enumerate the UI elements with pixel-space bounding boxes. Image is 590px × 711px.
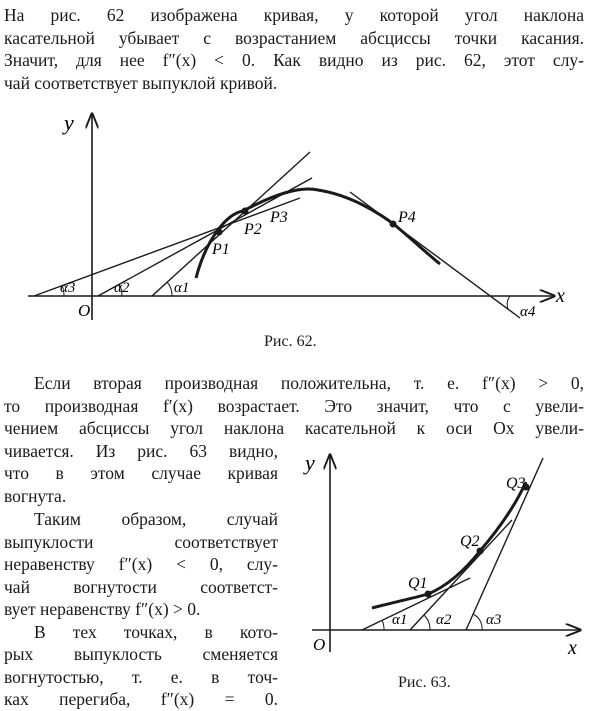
text-line: Таким образом, случай <box>34 509 278 529</box>
point-label: P1 <box>212 241 230 258</box>
text-line: выпуклости соответствует <box>4 531 278 552</box>
angle-label: α3 <box>60 280 76 296</box>
angle-arc <box>424 615 430 630</box>
tangent-line-4 <box>350 192 520 318</box>
angle-label: α2 <box>436 612 452 628</box>
paragraph-top <box>4 4 584 94</box>
convex-curve <box>196 189 440 278</box>
angle-arc <box>507 296 510 309</box>
angle-label: α1 <box>392 612 408 628</box>
paragraph-middle <box>4 372 584 440</box>
text-line: то производная f′(x) возрастает. Это значит, что с увели- <box>4 395 584 416</box>
figure-63 <box>290 450 590 660</box>
point-label: P3 <box>270 209 288 226</box>
axis-label-x: x <box>568 637 577 659</box>
angle-label: α2 <box>114 280 130 296</box>
text-line: касательной убывает с возрастанием абсциссы точки касания. <box>4 27 584 48</box>
point-label: P2 <box>244 221 262 238</box>
text-line: чай вогнутости соответст- <box>4 576 278 597</box>
text-line: вогнутостью, т. е. в точ- <box>4 666 278 687</box>
text-line: вогнута. <box>4 485 67 506</box>
tangent-line-2 <box>98 178 312 296</box>
text-line: вует неравенству f″(x) > 0. <box>4 599 201 619</box>
point-label: Q2 <box>460 533 480 550</box>
text-line: Значит, для нее f″(x) < 0. Как видно из рис. 62, этот слу- <box>4 50 584 70</box>
text-line: Если вторая производная положительна, т. е. f″(x) > 0, <box>34 373 584 393</box>
figure-62-caption: Рис. 62. <box>264 333 317 350</box>
paragraph-left <box>4 508 278 711</box>
axis-label-x: x <box>556 285 565 307</box>
point-p1 <box>216 229 223 236</box>
text-line: чай соответствует выпуклой кривой. <box>4 72 278 93</box>
angle-arc <box>167 282 172 296</box>
text-line: что в этом случае кривая <box>4 463 278 483</box>
figure-62 <box>0 100 590 330</box>
angle-label: α4 <box>520 304 536 320</box>
point-label: Q1 <box>408 575 428 592</box>
axis-label-y: y <box>305 450 315 475</box>
angle-arc <box>473 614 482 630</box>
text-line: чением абсциссы угол наклона касательной к оси Ox увели- <box>4 418 584 438</box>
text-line: В тех точках, в кото- <box>34 621 278 642</box>
text-line: рых выпуклость сменяется <box>4 644 278 664</box>
point-p4 <box>390 221 397 228</box>
point-p2 <box>242 208 249 215</box>
figure-63-caption: Рис. 63. <box>398 674 451 691</box>
text-line: На рис. 62 изображена кривая, у которой угол наклона <box>4 5 584 25</box>
origin-label: O <box>313 635 326 654</box>
axis-label-y: y <box>64 110 74 135</box>
paragraph-middle-cont <box>4 440 278 508</box>
point-label: Q3 <box>506 475 526 492</box>
concave-curve <box>372 482 526 608</box>
point-label: P4 <box>398 209 416 226</box>
text-line: неравенству f″(x) < 0, слу- <box>4 554 278 574</box>
angle-label: α3 <box>486 612 502 628</box>
angle-label: α1 <box>174 280 190 296</box>
text-line: чивается. Из рис. 63 видно, <box>4 440 278 461</box>
angle-arc <box>382 620 384 630</box>
text-line: ках перегиба, f″(x) = 0. <box>4 689 278 709</box>
origin-label: O <box>78 301 91 320</box>
